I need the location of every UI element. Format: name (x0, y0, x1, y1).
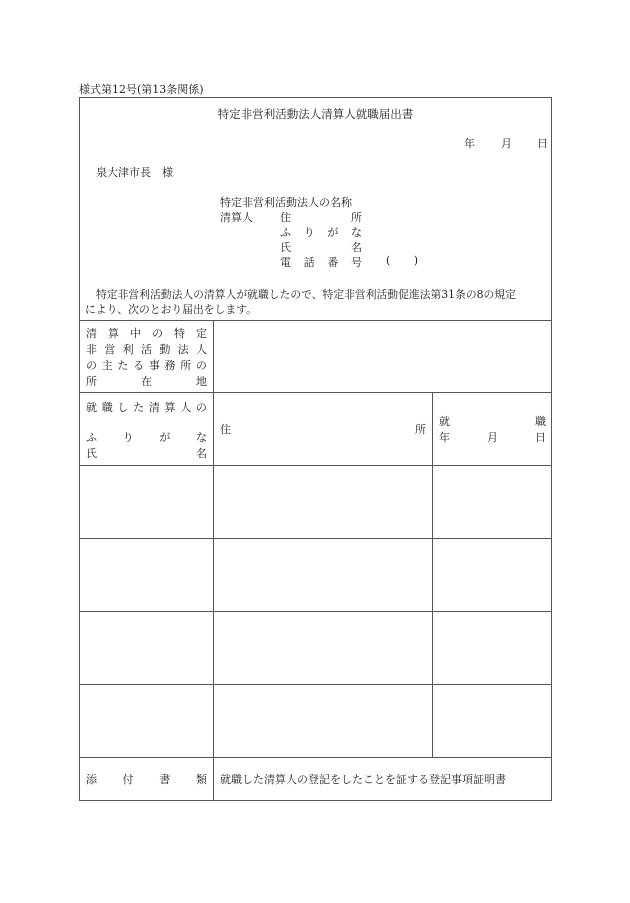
table-line (80, 392, 551, 393)
date-year-label: 年 (464, 137, 475, 150)
date-day-label: 日 (537, 137, 548, 150)
header-name-label: 氏 名 (86, 447, 207, 460)
office-label-line4: 所 在 地 (86, 375, 207, 388)
table-top-line (80, 320, 551, 321)
table-line (80, 538, 551, 539)
phone-label: 電 話 番 号 (280, 256, 362, 269)
form-title: 特定非営利活動法人清算人就職届出書 (217, 107, 414, 121)
date-month-label: 月 (501, 137, 512, 150)
office-label-line2: 非 営 利 活 動 法 人 (86, 343, 207, 356)
form-number: 様式第12号(第13条関係) (79, 83, 204, 96)
name-label: 氏 名 (280, 241, 362, 254)
furigana-label: ふ り が な (280, 226, 362, 239)
table-line (80, 465, 551, 466)
form-frame (79, 97, 552, 801)
addressee: 泉大津市長 様 (96, 166, 173, 179)
table-line (80, 611, 551, 612)
attachments-label: 添 付 書 類 (86, 773, 207, 786)
header-appointment-date-label: 年 月 日 (439, 431, 546, 444)
org-name-label: 特定非営利活動法人の名称 (220, 196, 352, 209)
office-label-line3: の 主 た る 事 務 所 の (86, 359, 207, 372)
address-label: 住 所 (280, 211, 362, 224)
header-appointment-label: 就 職 (439, 415, 546, 428)
header-address-label: 住 所 (220, 423, 426, 436)
table-col-divider (432, 392, 433, 757)
phone-parentheses: ( ) (386, 254, 418, 267)
table-line (80, 757, 551, 758)
table-col-divider (213, 320, 214, 801)
table-line (80, 684, 551, 685)
header-furigana-label: ふ り が な (86, 431, 207, 444)
header-liquidator-label: 就 職 し た 清 算 人 の (86, 401, 207, 414)
attachments-value: 就職した清算人の登記をしたことを証する登記事項証明書 (220, 773, 506, 786)
liquidator-label: 清算人 (220, 211, 253, 224)
body-text-line2: により、次のとおり届出をします。 (85, 303, 257, 316)
office-label-line1: 清 算 中 の 特 定 (86, 327, 207, 340)
body-text-line1: 特定非営利活動法人の清算人が就職したので、特定非営利活動促進法第31条の8の規定 (96, 288, 516, 301)
